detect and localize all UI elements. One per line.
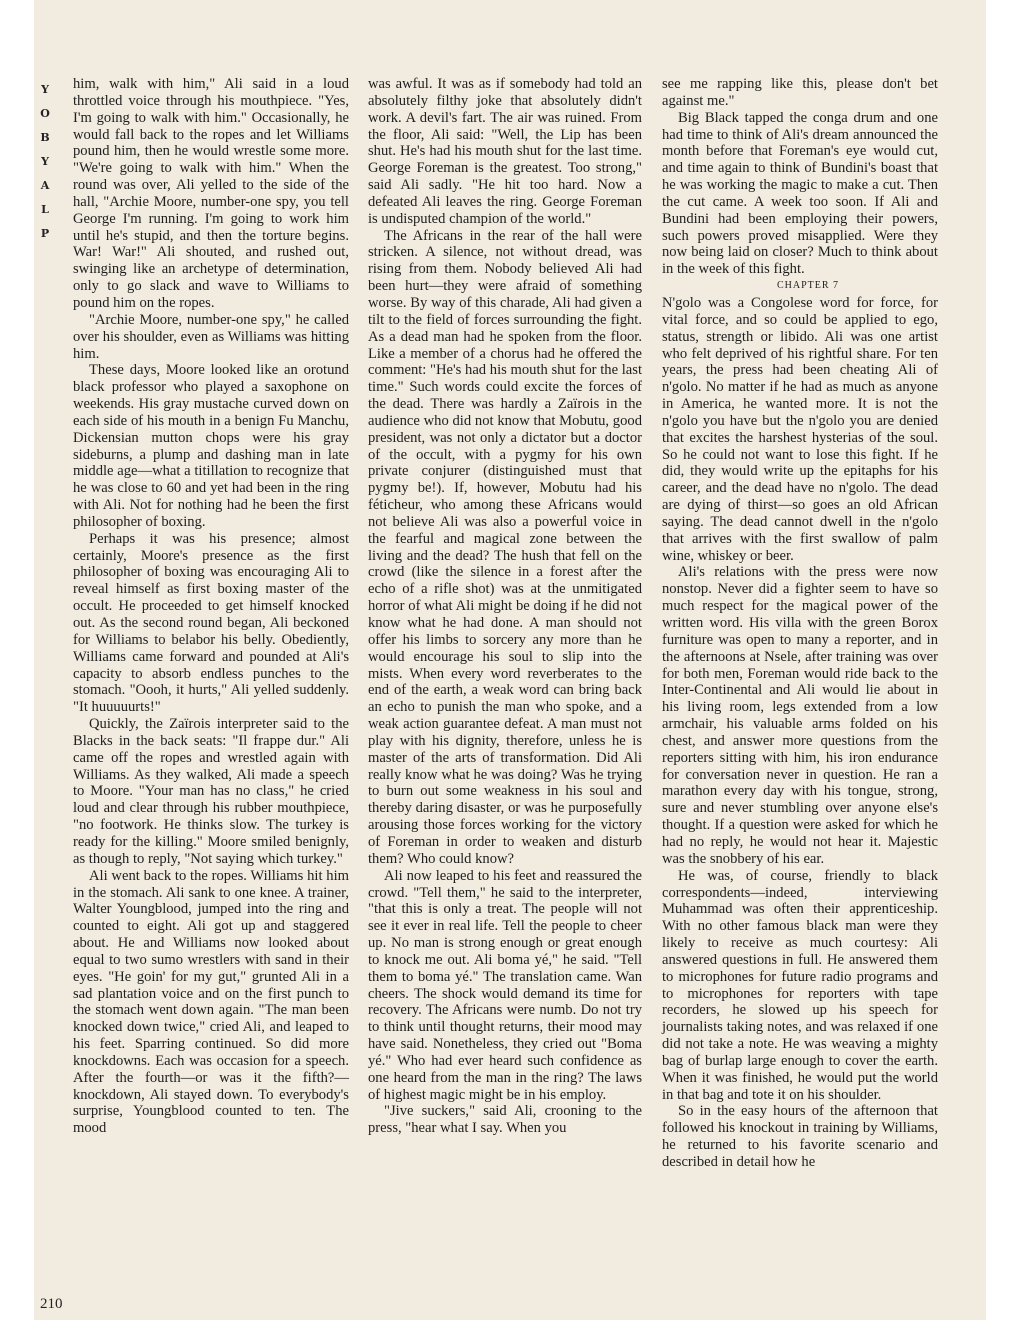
- paragraph: So in the easy hours of the afternoon that followed his knockout in training by Williams, he returned to his favorite scenario and described in detail how he: [662, 1103, 938, 1170]
- paragraph: Ali now leaped to his feet and reassured the crowd. "Tell them," he said to the interpreter, "that this is only a treat. The people will not see it ever in real life. Tell the people to cheer up. No man is strong enough or great enough to knock me out. Ali boma yé," he said. "Tell them to boma yé." The translation came. Wan cheers. The shock would demand its time for recovery. The Africans were numb. Do not try to think until thought returns, their mood may have said. Nonetheless, they cried out "Boma yé." Who had ever heard such confidence as one heard from the man in the ring? The laws of highest magic might be in his employ.: [368, 867, 642, 1103]
- page-number: 210: [40, 1296, 63, 1312]
- paragraph: Perhaps it was his presence; almost certainly, Moore's presence as the first philosopher of boxing was encouraging Ali to reveal himself as first boxing master of the occult. He proceeded to get himself knocked out. As the second round began, Ali beckoned for Williams to belabor his belly. Obediently, Williams came forward and pounded at Ali's capacity to absorb endless punches to the stomach. "Oooh, it hurts," Ali yelled suddenly. "It huuuuurts!": [73, 530, 349, 716]
- paragraph: He was, of course, friendly to black correspondents—indeed, interviewing Muhammad was often their apprenticeship. With no other famous black man were they likely to receive as much courtesy: Ali answered questions in full. He answered them to microphones for future radio programs and to microphones for reporters with tape recorders, he slowed up his speech for journalists taking notes, and was relaxed if one did not take a note. He was weaving a mighty bag of burlap large enough to cover the earth. When it was finished, he would put the world in that bag and tote it on his shoulder.: [662, 867, 938, 1103]
- text-column-3: [662, 76, 938, 1171]
- paragraph: Ali went back to the ropes. Williams hit him in the stomach. Ali sank to one knee. A trainer, Walter Youngblood, jumped into the ring and counted to eight. Ali got up and staggered about. He and Williams now looked about equal to two sumo wrestlers with sand in their eyes. "He goin' for my gut," grunted Ali in a sad plantation voice and on the first punch to the stomach went down again. "The man been knocked down twice," cried Ali, and leaped to his feet. Sparring continued. So did more knockdowns. Each was occasion for a speech. After the fourth—or was it the fifth?—knockdown, Ali stayed down. To everybody's surprise, Youngblood counted to ten. The mood: [73, 867, 349, 1137]
- paragraph: him, walk with him," Ali said in a loud throttled voice through his mouthpiece. "Yes, I'm going to walk with him." Occasionally, he would fall back to the ropes and let Williams pound him, then he would wrestle some more. "We're going to walk with him." When the round was over, Ali yelled to the side of the hall, "Archie Moore, number-one spy, you tell George I'm running. I'm going to work him until he's stupid, and then the torture begins. War! War!" Ali shouted, and rushed out, swinging like an archetype of determination, only to go slack and wave to Williams to pound him on the ropes.: [73, 76, 349, 311]
- magazine-name-letter: A: [40, 179, 50, 192]
- text-column-2: [368, 76, 642, 1137]
- chapter-heading: CHAPTER 7: [776, 280, 840, 292]
- magazine-name-letter: P: [40, 227, 50, 240]
- paragraph: Quickly, the Zaïrois interpreter said to the Blacks in the back seats: "Il frappe dur." Ali came off the ropes and wrestled again with Williams. As they walked, Ali made a speech to Moore. "Your man has no class," he cried loud and clear through his rubber mouthpiece, "no footwork. He thinks slow. The turkey is ready for the killing." Moore smiled benignly, as though to reply, "Not saying which turkey.": [73, 716, 349, 867]
- paragraph: Ali's relations with the press were now nonstop. Never did a fighter seem to have so much respect for the magical power of the written word. His villa with the green Borox furniture was open to many a reporter, and in the afternoons at Nsele, after training was over for both men, Foreman would ride back to the Inter-Continental and Ali would lie about in his living room, legs extended from a low armchair, his valuable arms folded on his chest, and answer more questions from the reporters sitting with him, his iron endurance for conversation never in question. He ran a marathon every day with his tongue, strong, sure and never stumbling over anyone else's thought. If a question were asked for which he had no reply, he would not hear it. Majestic was the snobbery of his ear.: [662, 564, 938, 867]
- paragraph: see me rapping like this, please don't bet against me.": [662, 76, 938, 109]
- magazine-name-letter: Y: [41, 155, 49, 168]
- paragraph: These days, Moore looked like an orotund black professor who played a saxophone on weekends. His gray mustache curved down on each side of his mouth in a benign Fu Manchu, Dickensian mutton chops were his gray sideburns, a plump and dashing man in late middle age—what a titillation to recognize that he was close to 60 and yet had been in the ring with Ali. Not for nothing had he been the first philosopher of boxing.: [73, 362, 349, 530]
- magazine-name-letter: L: [41, 203, 49, 216]
- paragraph: "Jive suckers," said Ali, crooning to the press, "hear what I say. When you: [368, 1103, 642, 1137]
- paragraph: The Africans in the rear of the hall were stricken. A silence, not without dread, was rising from them. Nobody believed Ali had been hurt—they were afraid of something worse. By way of this charade, Ali had given a tilt to the field of forces surrounding the fight. As a dead man had he spoken from the floor. Like a member of a chorus had he offered the comment: "He's had his mouth shut for the last time." Such words could excite the forces of the dead. There was hardly a Zaïrois in the audience who did not know that Mobutu, good president, was not only a dictator but a doctor of the occult, with a pygmy for his own private conjurer (distinguished must that pygmy be!). If, however, Mobutu had his féticheur, who among these Africans would not believe Ali was also a powerful voice in the fearful and magical zone between the living and the dead? The hush that fell on the crowd (like the silence in a forest after the echo of a rifle shot) was at the unmitigated horror of what Ali might be doing if he did not know what he had done. A man should not offer his limbs to sorcery any more than he would encourage his soul to slip into the mists. When every word reverberates to the end of the earth, a weak word can bring back an echo to punish the man who spoke, and a weak action guarantee defeat. A man must not play with his dignity, therefore, unless he is master of the arts of transformation. Did Ali really know what he was doing? Was he trying to burn out some weakness in his soul and thereby daring disaster, or was he purposefully arousing those forces working for the victory of Foreman in order to weaken and disturb them? Who could know?: [368, 227, 642, 867]
- text-column-1: [73, 76, 349, 1137]
- paragraph: "Archie Moore, number-one spy," he called over his shoulder, even as Williams was hitting him.: [73, 311, 349, 362]
- paragraph: Big Black tapped the conga drum and one had time to think of Ali's dream announced the month before that Foreman's eye would cut, and time again to think of Bundini's boast that he was working the magic to make a cut. Then the cut came. A week too soon. If Ali and Bundini had been employing their powers, such powers proved misapplied. Were they now being laid on closer? Much to think about in the week of this fight.: [662, 109, 938, 278]
- magazine-name-letter: O: [40, 107, 50, 120]
- paragraph: was awful. It was as if somebody had told an absolutely filthy joke that absolutely didn't work. A devil's fart. The air was ruined. From the floor, Ali said: "Well, the Lip has been shut. He's had his mouth shut for the last time. George Foreman is the greatest. Too strong," said Ali sadly. "He hit too hard. Now a defeated Ali leaves the ring. George Foreman is undisputed champion of the world.": [368, 76, 642, 227]
- magazine-name-letter: B: [40, 131, 50, 144]
- magazine-name-letter: Y: [41, 83, 49, 96]
- paragraph: N'golo was a Congolese word for force, for vital force, and so could be applied to ego, status, strength or libido. Ali was one artist who felt deprived of his rightful share. For ten years, the press had been cheating Ali of n'golo. No matter if he had as much as anyone in America, he wanted more. It is not the n'golo you have but the n'golo you are denied that excites the harshest hysterias of the soul. So he could not want to lose this fight. If he did, they would write up the epitaphs for his career, and the dead have no n'golo. The dead are dying of thirst—so goes an old African saying. The dead cannot dwell in the n'golo that arrives with the first swallow of palm wine, whiskey or beer.: [662, 294, 938, 564]
- magazine-name-vertical: [38, 78, 52, 246]
